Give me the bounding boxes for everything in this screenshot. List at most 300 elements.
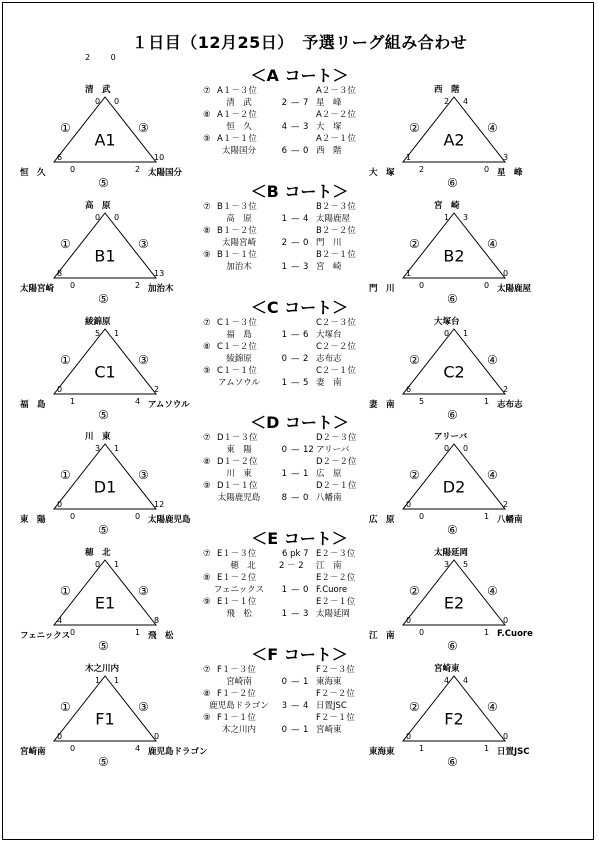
away-team: 宮 崎	[316, 262, 342, 272]
match-number: ③	[138, 121, 149, 135]
match-result-row	[203, 213, 363, 225]
score-dash: —	[291, 98, 300, 108]
match-mark: ⑧	[203, 342, 211, 352]
match-number: ⑤	[98, 176, 109, 190]
home-team: 宮崎南	[226, 677, 252, 687]
group-label: D1	[93, 477, 117, 497]
team-bottom-left: 福 島	[20, 400, 46, 410]
away-seed: A２－２位	[316, 110, 356, 120]
away-score: 3	[303, 122, 309, 132]
note-digit: 0	[110, 53, 116, 62]
team-top: 大塚台	[434, 317, 460, 327]
score: 4	[135, 744, 141, 753]
away-team: 西 階	[316, 146, 342, 156]
court-title: ＜F コート＞	[251, 645, 348, 664]
score-dash: —	[291, 330, 300, 340]
match-seed-row	[203, 548, 363, 560]
away-team: 門 川	[316, 238, 342, 248]
away-seed: E２－１位	[316, 597, 356, 607]
away-team: F.Cuore	[316, 585, 348, 595]
score: 10	[154, 153, 165, 162]
home-score: 0	[281, 354, 287, 364]
team-top: 綾錦原	[85, 317, 111, 327]
team-bottom-left: 東海東	[369, 747, 395, 757]
group-label: A1	[94, 130, 116, 150]
away-team: 星 峰	[316, 98, 342, 108]
team-bottom-right: 太陽国分	[148, 168, 183, 178]
away-team: 八幡南	[316, 493, 342, 503]
match-number: ⑥	[447, 176, 458, 190]
score-dash: —	[291, 701, 300, 711]
score: 0	[503, 616, 509, 625]
home-score: 2	[281, 238, 287, 248]
match-number: ②	[409, 237, 420, 251]
match-result-row	[203, 560, 363, 572]
away-seed: B２－３位	[316, 202, 356, 212]
away-score: 4	[303, 701, 309, 711]
score: 0	[57, 732, 63, 741]
left-group-triangle	[20, 432, 191, 537]
away-seed: F２－３位	[316, 665, 355, 675]
team-bottom-right: 加治木	[148, 284, 174, 294]
court-title: ＜D コート＞	[250, 413, 349, 432]
away-seed: E２－３位	[316, 549, 356, 559]
score-dash: —	[291, 238, 300, 248]
match-number: ③	[138, 353, 149, 367]
home-score: 4	[281, 122, 287, 132]
team-top: 穂 北	[85, 548, 111, 558]
score: 0	[95, 560, 101, 569]
match-result-row	[203, 237, 363, 249]
court-section	[0, 639, 599, 769]
score: 0	[419, 628, 425, 637]
match-number: ⑥	[447, 523, 458, 537]
match-mark: ⑧	[203, 573, 211, 583]
score-dash: —	[291, 122, 300, 132]
match-number: ⑥	[447, 408, 458, 422]
away-team: 志布志	[316, 354, 342, 364]
score: 3	[463, 213, 469, 222]
team-top: 高 原	[85, 201, 111, 211]
group-label: C1	[94, 362, 116, 382]
away-seed: E２－２位	[316, 573, 356, 583]
home-score: 0	[281, 725, 287, 735]
score: 2	[135, 165, 141, 174]
group-label: F2	[444, 709, 464, 729]
score: 5	[95, 329, 101, 338]
team-bottom-left: フェニックス	[20, 631, 71, 641]
away-score: 3	[303, 609, 309, 619]
match-number: ①	[60, 237, 71, 251]
match-number: ⑥	[447, 755, 458, 769]
match-mark: ⑨	[203, 597, 211, 607]
match-result-row	[203, 676, 363, 688]
away-score: 12	[303, 445, 314, 455]
court-title: ＜A コート＞	[250, 66, 349, 85]
home-seed: E１－３位	[217, 549, 257, 559]
team-bottom-left: 大 塚	[369, 168, 395, 178]
match-result-row	[203, 492, 363, 504]
score: 0	[70, 512, 76, 521]
team-bottom-right: 鹿児島ドラゴン	[148, 747, 208, 757]
score: 2	[419, 165, 425, 174]
group-label: F1	[95, 709, 115, 729]
home-seed: F１－２位	[217, 689, 256, 699]
match-number: ⑥	[447, 639, 458, 653]
match-seed-row	[203, 201, 363, 213]
away-seed: F２－２位	[316, 689, 355, 699]
score: 1	[406, 153, 412, 162]
left-group-triangle	[20, 201, 174, 306]
away-score: 0	[303, 493, 309, 503]
score: 5	[463, 560, 469, 569]
team-bottom-right: 八幡南	[497, 515, 523, 525]
match-mark: ⑦	[203, 202, 211, 212]
away-score: 0	[303, 585, 309, 595]
score: 0	[114, 97, 120, 106]
right-group-triangle	[369, 317, 523, 422]
score: 0	[154, 732, 160, 741]
score: 1	[484, 397, 490, 406]
score: 0	[57, 385, 63, 394]
home-seed: D１－３位	[217, 433, 258, 443]
team-bottom-left: 宮崎南	[20, 747, 46, 757]
match-result-row	[203, 724, 363, 736]
match-number: ④	[487, 584, 498, 598]
away-score: 2	[303, 354, 309, 364]
home-seed: A１－３位	[217, 86, 257, 96]
match-mark: ⑧	[203, 110, 211, 120]
match-number: ①	[60, 700, 71, 714]
away-score: 6	[303, 330, 309, 340]
right-group-triangle	[369, 201, 532, 306]
score: 0	[503, 732, 509, 741]
away-team: 東海東	[316, 677, 342, 687]
score: 3	[444, 560, 450, 569]
court-title: ＜E コート＞	[251, 529, 348, 548]
match-seed-row	[203, 688, 363, 700]
score: 8	[154, 616, 160, 625]
away-team: 妻 南	[316, 378, 342, 388]
home-team: 綾錦原	[226, 354, 252, 364]
left-group-triangle	[20, 664, 208, 769]
match-number: ①	[60, 121, 71, 135]
score: 5	[419, 397, 425, 406]
team-bottom-right: 飛 松	[148, 631, 174, 641]
match-seed-row	[203, 249, 363, 261]
match-number: ③	[138, 468, 149, 482]
match-number: ⑤	[98, 292, 109, 306]
match-number: ③	[138, 584, 149, 598]
score: 1	[406, 269, 412, 278]
score: 4	[463, 97, 469, 106]
score: 0	[444, 329, 450, 338]
group-label: B2	[443, 246, 465, 266]
home-seed: D１－２位	[217, 457, 258, 467]
home-seed: D１－１位	[217, 481, 258, 491]
score: 1	[114, 329, 120, 338]
score: 0	[484, 281, 490, 290]
away-score: 3	[303, 262, 309, 272]
score: 8	[57, 269, 63, 278]
home-score: 6	[281, 146, 287, 156]
home-seed: B１－１位	[217, 250, 257, 260]
match-mark: ⑧	[203, 226, 211, 236]
score: 0	[419, 281, 425, 290]
match-seed-row	[203, 85, 363, 97]
home-score: 0	[281, 445, 287, 455]
score: 0	[463, 444, 469, 453]
match-number: ④	[487, 237, 498, 251]
team-top: 太陽延岡	[434, 548, 469, 558]
team-top: 清 武	[85, 85, 111, 95]
match-result-row	[203, 97, 363, 109]
score: 1	[484, 512, 490, 521]
score-dash: —	[291, 493, 300, 503]
group-label: C2	[443, 362, 465, 382]
score: 1	[419, 744, 425, 753]
score: 0	[503, 269, 509, 278]
away-team: 太陽鹿屋	[316, 214, 351, 224]
score: 0	[57, 500, 63, 509]
score: 1	[484, 628, 490, 637]
away-seed: A２－１位	[316, 134, 356, 144]
score: 1	[463, 329, 469, 338]
team-bottom-right: アムソウル	[148, 400, 190, 410]
score-text: 2 － 2	[279, 561, 304, 571]
match-number: ⑤	[98, 639, 109, 653]
score: 13	[154, 269, 165, 278]
score: 0	[95, 213, 101, 222]
group-label: A2	[443, 130, 465, 150]
team-top: 川 東	[85, 432, 111, 442]
home-team: 福 島	[226, 330, 252, 340]
score: 2	[503, 385, 509, 394]
home-score: 1	[281, 585, 287, 595]
team-bottom-left: 門 川	[369, 284, 395, 294]
match-mark: ⑨	[203, 134, 211, 144]
match-number: ④	[487, 700, 498, 714]
match-table	[203, 548, 363, 620]
match-number: ②	[409, 353, 420, 367]
group-label: E2	[443, 593, 465, 613]
score: 0	[406, 616, 412, 625]
score: 0	[70, 628, 76, 637]
score-dash: —	[291, 609, 300, 619]
match-table	[203, 85, 363, 157]
score-dash: —	[291, 262, 300, 272]
away-team: 江 南	[316, 561, 342, 571]
team-bottom-left: 東 陽	[20, 515, 46, 525]
match-seed-row	[203, 225, 363, 237]
score: 1	[95, 676, 101, 685]
away-team: アリーバ	[316, 445, 350, 455]
group-label: D2	[442, 477, 466, 497]
match-number: ⑤	[98, 755, 109, 769]
team-bottom-right: 志布志	[497, 400, 523, 410]
away-score: 1	[303, 725, 309, 735]
away-score: 5	[303, 378, 309, 388]
score-dash: —	[291, 354, 300, 364]
match-result-row	[203, 377, 363, 389]
home-score: 3	[281, 701, 287, 711]
team-bottom-right: 太陽鹿屋	[497, 284, 532, 294]
home-team: 高 原	[226, 214, 252, 224]
match-number: ①	[60, 468, 71, 482]
match-result-row	[203, 584, 363, 596]
away-score: 0	[303, 238, 309, 248]
home-seed: E１－１位	[217, 597, 257, 607]
score-dash: —	[291, 677, 300, 687]
group-label: B1	[94, 246, 116, 266]
match-seed-row	[203, 480, 363, 492]
court-title: ＜B コート＞	[250, 182, 349, 201]
away-team: 大塚台	[316, 330, 342, 340]
match-mark: ⑨	[203, 366, 211, 376]
score: 1	[484, 744, 490, 753]
match-seed-row	[203, 572, 363, 584]
home-score: 1	[281, 214, 287, 224]
score: 2	[444, 97, 450, 106]
team-bottom-right: F.Cuore	[497, 629, 533, 639]
score: 1	[70, 397, 76, 406]
page-title: １日目（12月25日） 予選リーグ組み合わせ	[131, 33, 468, 52]
home-seed: E１－２位	[217, 573, 257, 583]
left-group-triangle	[20, 317, 190, 422]
score: 2	[503, 500, 509, 509]
home-seed: F１－３位	[217, 665, 256, 675]
score: 0	[70, 744, 76, 753]
home-score: 1	[281, 609, 287, 619]
score: 2	[154, 385, 160, 394]
match-table	[203, 664, 363, 736]
match-seed-row	[203, 133, 363, 145]
away-team: 日置JSC	[316, 701, 347, 711]
team-top: 木之川内	[85, 664, 120, 674]
court-section	[0, 523, 599, 653]
match-table	[203, 317, 363, 389]
court-section	[0, 410, 599, 537]
home-score: 0	[281, 677, 287, 687]
match-mark: ⑦	[203, 549, 211, 559]
match-number: ⑤	[98, 523, 109, 537]
match-seed-row	[203, 365, 363, 377]
score-dash: —	[291, 469, 300, 479]
match-number: ②	[409, 468, 420, 482]
home-score: 1	[281, 469, 287, 479]
team-top: 宮崎東	[434, 664, 460, 674]
away-seed: C２－２位	[316, 342, 356, 352]
score: 0	[406, 732, 412, 741]
team-bottom-left: 広 原	[369, 515, 395, 525]
home-team: フェニックス	[213, 585, 265, 595]
score: 12	[154, 500, 165, 509]
score: 0	[135, 512, 141, 521]
team-top: 宮 崎	[434, 201, 460, 211]
team-bottom-left: 妻 南	[369, 400, 395, 410]
match-result-row	[203, 468, 363, 480]
match-result-row	[203, 121, 363, 133]
score: 0	[95, 97, 101, 106]
match-table	[203, 432, 363, 504]
home-seed: C１－２位	[217, 342, 257, 352]
score: 4	[57, 616, 63, 625]
home-seed: F１－１位	[217, 713, 256, 723]
away-team: 宮崎東	[316, 725, 342, 735]
score: 0	[406, 500, 412, 509]
left-group-triangle	[20, 85, 183, 190]
match-result-row	[203, 145, 363, 157]
away-seed: D２－１位	[316, 481, 357, 491]
home-team: 東 陽	[226, 445, 252, 455]
away-score: 1	[303, 677, 309, 687]
score: 3	[95, 444, 101, 453]
home-team: 川 東	[226, 469, 252, 479]
match-number: ①	[60, 584, 71, 598]
note-digits	[85, 53, 134, 62]
match-mark: ⑨	[203, 481, 211, 491]
home-score: 1	[281, 330, 287, 340]
match-number: ③	[138, 700, 149, 714]
team-bottom-left: 太陽宮崎	[20, 284, 55, 294]
team-bottom-right: 太陽鹿児島	[148, 515, 191, 525]
home-team: 清 武	[226, 98, 252, 108]
left-group-triangle	[20, 548, 174, 653]
match-result-row	[203, 700, 363, 712]
court-section	[0, 176, 599, 306]
team-top: 西 階	[434, 85, 460, 95]
team-bottom-right: 日置JSC	[497, 747, 530, 757]
court-section	[0, 63, 599, 190]
score: 2	[135, 281, 141, 290]
match-seed-row	[203, 712, 363, 724]
score: 0	[484, 165, 490, 174]
team-bottom-right: 星 峰	[497, 168, 523, 178]
match-seed-row	[203, 317, 363, 329]
score: 0	[70, 281, 76, 290]
home-seed: B１－２位	[217, 226, 257, 236]
home-score: 8	[281, 493, 287, 503]
match-result-row	[203, 353, 363, 365]
match-number: ⑤	[98, 408, 109, 422]
away-seed: C２－３位	[316, 318, 356, 328]
match-seed-row	[203, 596, 363, 608]
right-group-triangle	[369, 664, 530, 769]
score-dash: —	[291, 445, 300, 455]
match-result-row	[203, 444, 363, 456]
away-score: 1	[303, 469, 309, 479]
away-team: 大 塚	[316, 122, 342, 132]
home-seed: C１－３位	[217, 318, 257, 328]
away-score: 0	[303, 146, 309, 156]
home-team: アムソウル	[218, 378, 260, 388]
match-result-row	[203, 329, 363, 341]
team-bottom-left: 江 南	[369, 631, 395, 641]
score: 6	[406, 385, 412, 394]
match-seed-row	[203, 432, 363, 444]
note-digit: 2	[85, 53, 91, 62]
home-team: 太陽鹿児島	[217, 493, 261, 503]
score: 1	[114, 560, 120, 569]
match-seed-row	[203, 341, 363, 353]
match-mark: ⑦	[203, 433, 211, 443]
away-seed: A２－３位	[316, 86, 356, 96]
match-number: ③	[138, 237, 149, 251]
home-score: 2	[281, 98, 287, 108]
match-mark: ⑦	[203, 665, 211, 675]
away-seed: D２－３位	[316, 433, 357, 443]
match-number: ④	[487, 468, 498, 482]
